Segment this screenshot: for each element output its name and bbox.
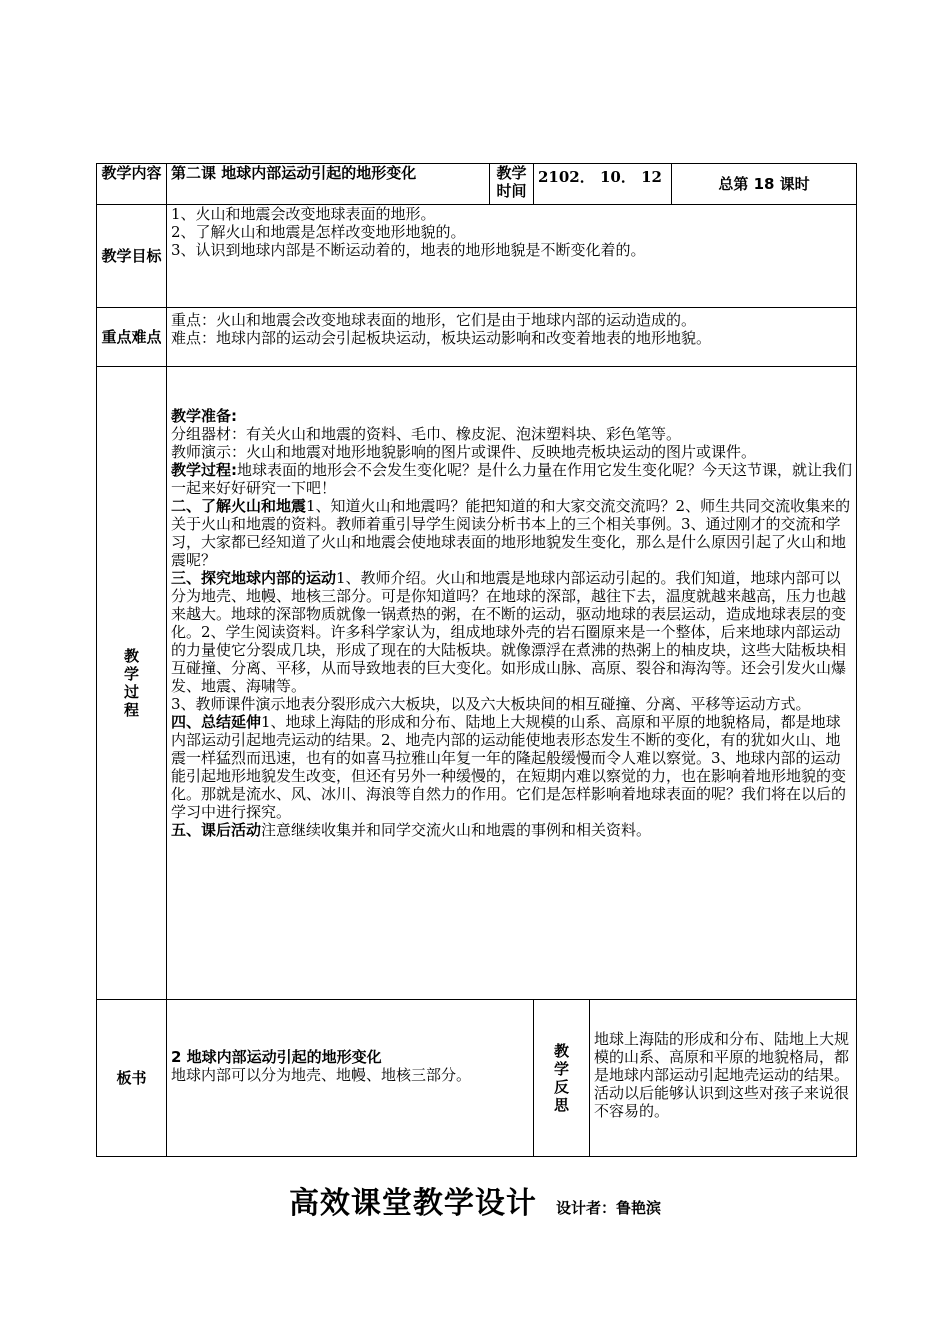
prep-group: 分组器材：有关火山和地震的资料、毛巾、橡皮泥、泡沫塑料块、彩色笔等。 — [171, 425, 682, 443]
goals-row — [97, 205, 857, 308]
goals-label: 教学目标 — [97, 205, 167, 308]
board-text: 地球内部可以分为地壳、地幔、地核三部分。 — [171, 1066, 472, 1084]
process-label-char: 学 — [123, 665, 139, 683]
goal-item: 2、了解火山和地震是怎样改变地形地貌的。 — [171, 223, 466, 241]
process-label-char: 程 — [123, 701, 139, 719]
reflection-label — [534, 1000, 590, 1157]
goal-item: 3、认识到地球内部是不断运动着的，地表的地形地貌是不断变化着的。 — [171, 241, 646, 259]
reflection-label-char: 教 — [553, 1042, 569, 1060]
board-title: 2 地球内部运动引起的地形变化 — [171, 1048, 382, 1066]
difficulty-point: 难点：地球内部的运动会引起板块运动，板块运动影响和改变着地表的地形地貌。 — [171, 329, 712, 347]
section-4-text: 1、地球上海陆的形成和分布、陆地上大规模的山系、高原和平原的地貌格局，都是地球内部运动引起地壳运动的结果。2、地壳内部的运动能使地表形态发生不断的变化，有的犹如火山、地震一样猛烈而迅速，也有的如喜马拉雅山年复一年的隆起般缓慢而令人难以察觉。3、地球内部的运动能引起地形地貌发生改变，但还有另外一种缓慢的，在短期内难以察觉的力，也在影响着地形地貌的变化。那就是流水、风、冰川、海浪等自然力的作用。它们是怎样影响着地球表面的呢？我们将在以后的学习中进行探究。 — [171, 713, 847, 821]
prep-teacher: 教师演示：火山和地震对地形地貌影响的图片或课件、反映地壳板块运动的图片或课件。 — [171, 443, 757, 461]
footer-designer: 设计者：鲁艳滨 — [556, 1199, 662, 1217]
lesson-plan-table — [96, 163, 857, 1157]
process-content — [167, 367, 857, 1000]
section-2-text: 1、知道火山和地震吗？能把知道的和大家交流交流吗？2、师生共同交流收集来的关于火山和地震的资料。教师着重引导学生阅读分析书本上的三个相关事例。3、通过刚才的交流和学习，大家都已经知道了火山和地震会使地球表面的地形地貌发生变化，那么是什么原因引起了火山和地震呢？ — [171, 497, 851, 569]
goal-item: 1、火山和地震会改变地球表面的地形。 — [171, 205, 436, 223]
lesson-title: 第二课 地球内部运动引起的地形变化 — [167, 164, 490, 205]
footer — [0, 1178, 950, 1222]
reflection-label-char: 学 — [553, 1060, 569, 1078]
content-label: 教学内容 — [97, 164, 167, 205]
process-label — [97, 367, 167, 1000]
time-label: 教学时间 — [490, 164, 534, 205]
prep-heading: 教学准备: — [171, 407, 237, 425]
reflection-label-char: 思 — [553, 1096, 569, 1114]
board-content — [167, 1000, 534, 1157]
lesson-date: 2102． 10． 12 — [534, 164, 672, 205]
section-3-text: 1、教师介绍。火山和地震是地球内部运动引起的。我们知道，地球内部可以分为地壳、地幔、地核三部分。可是你知道吗？在地球的深部，越往下去，温度就越来越高，压力也越来越大。地球的深部物质就像一锅煮热的粥，在不断的运动，驱动地球的表层运动，造成地球表层的变化。2、学生阅读资料。许多科学家认为，组成地球外壳的岩石圈原来是一个整体，后来地球内部运动的力量使它分裂成几块，形成了现在的大陆板块。就像漂浮在煮沸的热粥上的柚皮块，这些大陆板块相互碰撞、分离、平移，从而导致地表的巨大变化。如形成山脉、高原、裂谷和海沟等。还会引发火山爆发、地震、海啸等。 — [171, 569, 847, 695]
proc-heading: 教学过程: — [171, 461, 237, 479]
goals-content — [167, 205, 857, 308]
process-label-char: 过 — [123, 683, 139, 701]
section-4-heading: 四、总结延伸 — [171, 713, 262, 731]
proc-intro: 地球表面的地形会不会发生变化呢？是什么力量在作用它发生变化呢？今天这节课，就让我们一起来好好研究一下吧！ — [171, 461, 853, 497]
board-row — [97, 1000, 857, 1157]
section-2-heading: 二、了解火山和地震 — [171, 497, 307, 515]
section-5-heading: 五、课后活动 — [171, 821, 262, 839]
section-3-text-2: 3、教师课件演示地表分裂形成六大板块，以及六大板块间的相互碰撞、分离、平移等运动方式。 — [171, 695, 811, 713]
process-label-char: 教 — [123, 647, 139, 665]
reflection-content: 地球上海陆的形成和分布、陆地上大规模的山系、高原和平原的地貌格局，都是地球内部运动引起地壳运动的结果。活动以后能够认识到这些对孩子来说很不容易的。 — [590, 1000, 857, 1157]
board-label: 板书 — [97, 1000, 167, 1157]
key-points-content — [167, 308, 857, 367]
key-points-row — [97, 308, 857, 367]
section-5-text: 注意继续收集并和同学交流火山和地震的事例和相关资料。 — [261, 821, 652, 839]
focus-point: 重点：火山和地震会改变地球表面的地形，它们是由于地球内部的运动造成的。 — [171, 311, 697, 329]
process-row — [97, 367, 857, 1000]
total-lesson: 总第 18 课时 — [672, 164, 857, 205]
footer-title: 高效课堂教学设计 — [288, 1186, 537, 1221]
key-points-label: 重点难点 — [97, 308, 167, 367]
reflection-label-char: 反 — [553, 1078, 569, 1096]
header-row — [97, 164, 857, 205]
section-3-heading: 三、探究地球内部的运动 — [171, 569, 337, 587]
